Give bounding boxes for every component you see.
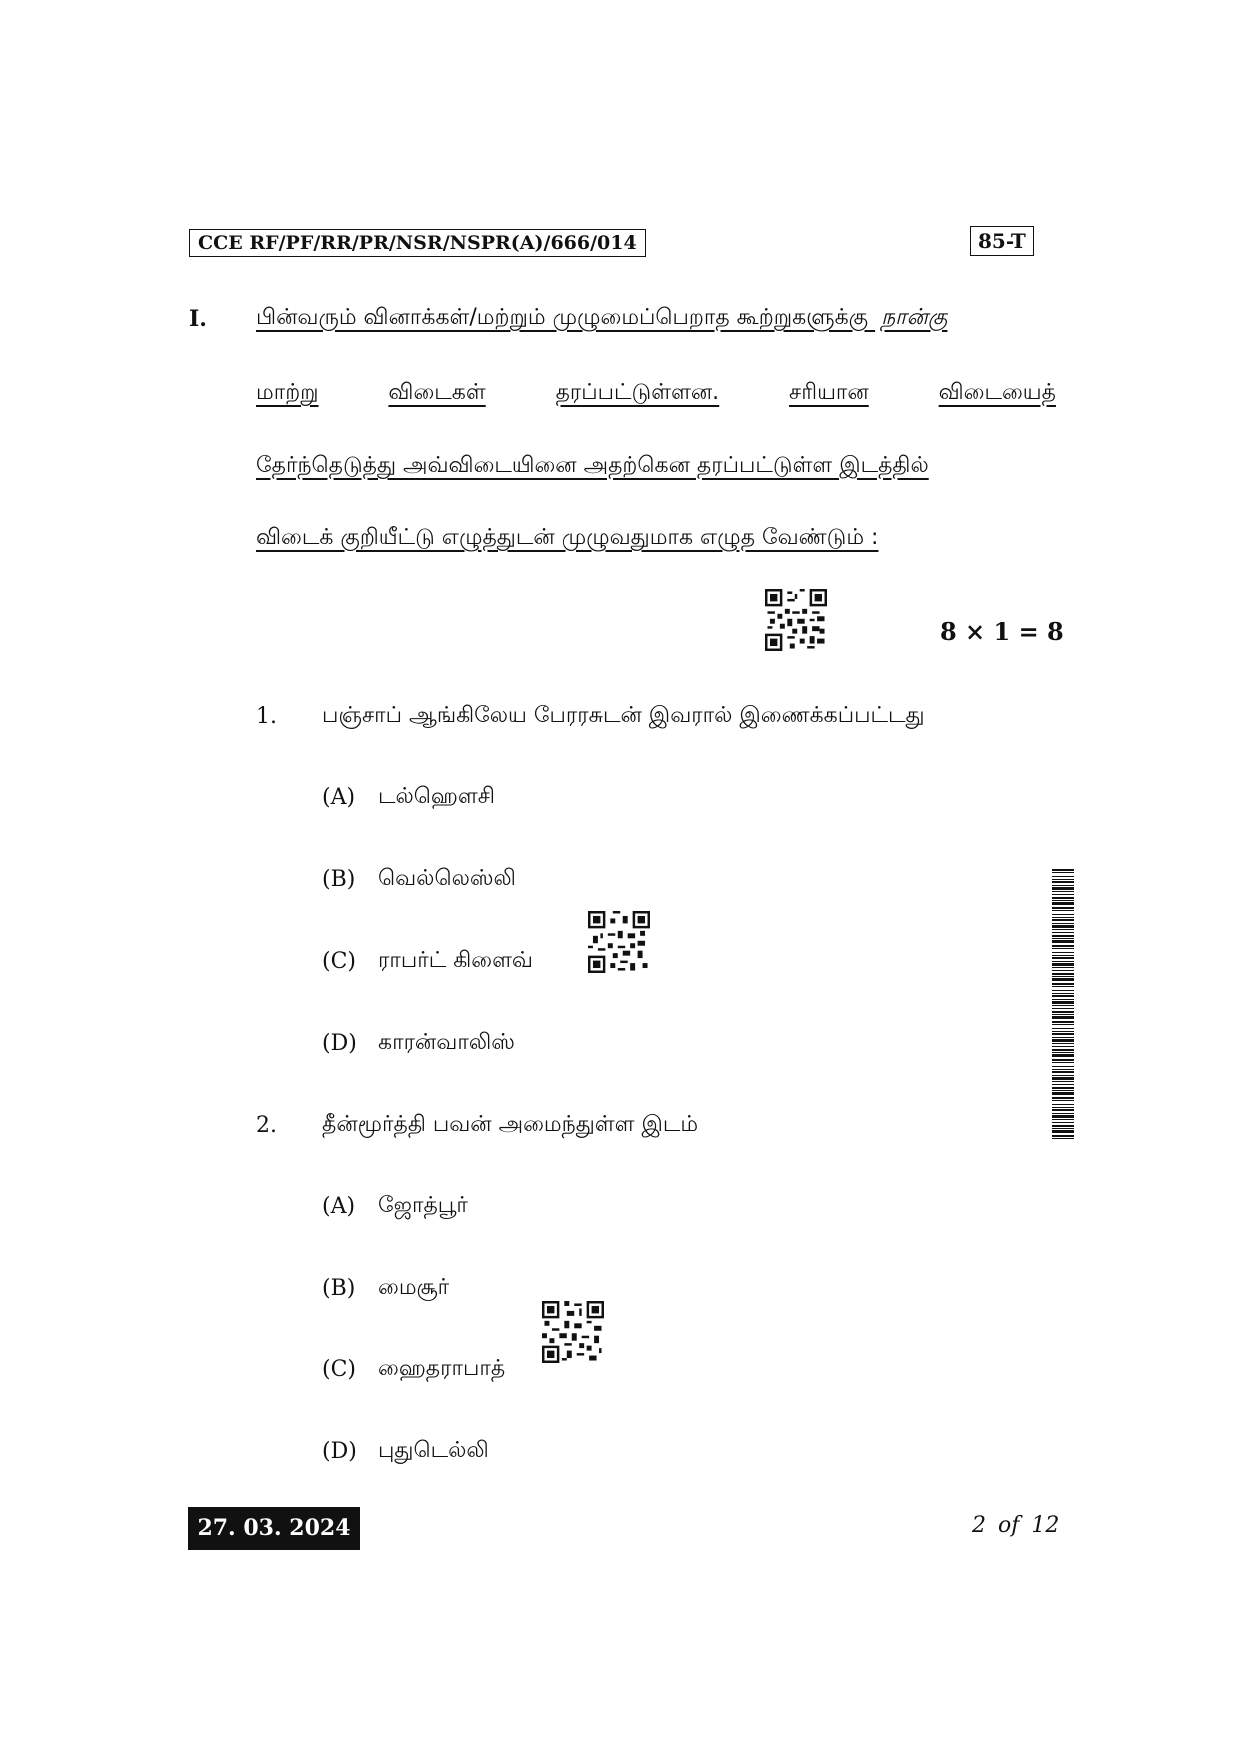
marks-allocation: 8 × 1 = 8 <box>940 617 1064 646</box>
page-current: 2 <box>972 1513 986 1538</box>
instruction-line-3: தேர்ந்தெடுத்து அவ்விடையினை அதற்கென தரப்பட்டுள்ள இடத்தில் <box>256 453 929 478</box>
qr-code-icon <box>588 911 650 973</box>
option-text: ஜோத்பூர் <box>378 1193 468 1218</box>
instruction-line-1 <box>256 303 1056 333</box>
instruction-word: மாற்று <box>256 380 319 405</box>
option-text: மைசூர் <box>378 1275 450 1300</box>
option-label: (C) <box>322 949 356 974</box>
instruction-word: தரப்பட்டுள்ளன. <box>555 380 720 405</box>
option-text: ராபர்ட் கிளைவ் <box>378 948 533 973</box>
option-label: (D) <box>322 1031 357 1056</box>
option-text: டல்ஹௌசி <box>378 784 495 809</box>
instruction-emphasis: நான்கு <box>881 305 948 330</box>
paper-code: 85-T <box>970 226 1034 256</box>
section-number: I. <box>189 306 207 332</box>
instruction-line-2 <box>256 378 1056 408</box>
qr-code-icon <box>542 1301 604 1363</box>
option-label: (C) <box>322 1357 356 1382</box>
option-label: (B) <box>322 1276 356 1301</box>
question-number: 2. <box>256 1113 277 1138</box>
instruction-word: சரியான <box>789 380 869 405</box>
exam-code: CCE RF/PF/RR/PR/NSR/NSPR(A)/666/014 <box>189 229 646 257</box>
question-text: தீன்மூர்த்தி பவன் அமைந்துள்ள இடம் <box>322 1112 699 1137</box>
instruction-line-4: விடைக் குறியீட்டு எழுத்துடன் முழுவதுமாக எழுத வேண்டும் : <box>256 525 879 550</box>
page-of: of <box>998 1513 1020 1538</box>
question-text: பஞ்சாப் ஆங்கிலேய பேரரசுடன் இவரால் இணைக்கப்பட்டது <box>322 703 925 728</box>
exam-date: 27. 03. 2024 <box>188 1507 360 1550</box>
page-total: 12 <box>1031 1513 1060 1538</box>
instruction-line-1-text: பின்வரும் வினாக்கள்/மற்றும் முழுமைப்பெறாத கூற்றுகளுக்கு <box>256 305 869 330</box>
option-text: புதுடெல்லி <box>378 1438 489 1463</box>
qr-code-icon <box>765 589 827 651</box>
option-label: (A) <box>322 1194 356 1219</box>
page-number <box>966 1513 1065 1538</box>
question-number: 1. <box>256 704 277 729</box>
instruction-word: விடையைத் <box>938 380 1056 405</box>
instruction-word: விடைகள் <box>388 380 486 405</box>
option-text: வெல்லெஸ்லி <box>378 866 516 891</box>
barcode-icon <box>1052 869 1074 1143</box>
option-label: (B) <box>322 867 356 892</box>
option-text: காரன்வாலிஸ் <box>378 1030 515 1055</box>
option-label: (A) <box>322 785 356 810</box>
option-label: (D) <box>322 1439 357 1464</box>
option-text: ஹைதராபாத் <box>378 1356 506 1381</box>
